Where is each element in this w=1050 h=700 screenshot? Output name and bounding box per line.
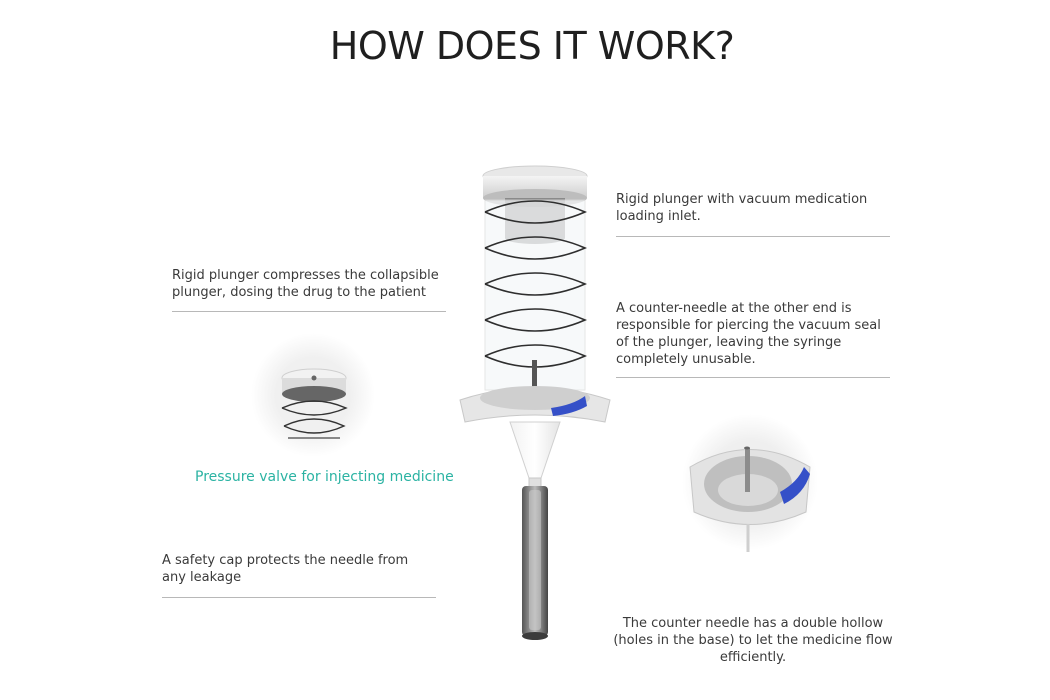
note-double-hollow: The counter needle has a double hollow (holes in the base) to let the medicine flow efficiently. <box>613 616 893 665</box>
divider <box>162 597 436 598</box>
syringe-illustration <box>455 160 615 650</box>
note-rigid-plunger: Rigid plunger compresses the collapsible plunger, dosing the drug to the patient <box>172 268 439 300</box>
divider <box>616 377 890 378</box>
divider <box>616 236 890 237</box>
note-safety-cap: A safety cap protects the needle from any leakage <box>162 553 409 585</box>
counter-needle-illustration <box>680 412 830 562</box>
note-loading-inlet: Rigid plunger with vacuum medication loading inlet. <box>616 192 868 224</box>
note-counter-needle: A counter-needle at the other end is responsible for piercing the vacuum seal of the plunger, leaving the syringe completely unusable. <box>616 301 881 367</box>
divider <box>172 311 446 312</box>
pressure-valve-illustration <box>248 330 378 460</box>
page-title: HOW DOES IT WORK? <box>329 24 735 68</box>
pressure-valve-caption: Pressure valve for injecting medicine <box>195 469 454 485</box>
